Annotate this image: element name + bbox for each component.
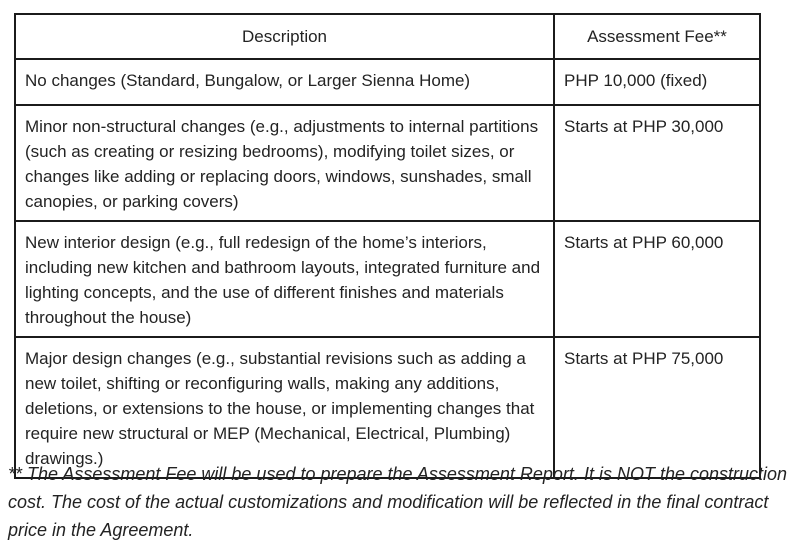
fee-cell: Starts at PHP 30,000 (554, 105, 760, 221)
table-row (15, 105, 760, 221)
fee-cell: Starts at PHP 60,000 (554, 221, 760, 337)
table-row (15, 59, 760, 105)
table-row (15, 337, 760, 478)
fee-cell: PHP 10,000 (fixed) (554, 59, 760, 105)
description-cell: New interior design (e.g., full redesign of the home’s interiors, including new kitchen and bathroom layouts, integrated furniture and lighting concepts, and the use of different finishes and materials throughout the house) (15, 221, 554, 337)
table-row (15, 221, 760, 337)
column-header-assessment-fee: Assessment Fee** (554, 14, 760, 59)
description-cell: No changes (Standard, Bungalow, or Larger Sienna Home) (15, 59, 554, 105)
assessment-fee-table (14, 13, 761, 479)
column-header-description: Description (15, 14, 554, 59)
description-cell: Minor non-structural changes (e.g., adjustments to internal partitions (such as creating or resizing bedrooms), modifying toilet sizes, or changes like adding or replacing doors, windows, sunshades, small canopies, or parking covers) (15, 105, 554, 221)
table-header-row (15, 14, 760, 59)
fee-cell: Starts at PHP 75,000 (554, 337, 760, 478)
assessment-fee-footnote: ** The Assessment Fee will be used to prepare the Assessment Report. It is NOT the construction cost. The cost of the actual customizations and modification will be reflected in the final contract price in the Agreement. (8, 464, 788, 540)
description-cell: Major design changes (e.g., substantial revisions such as adding a new toilet, shifting or reconfiguring walls, making any additions, deletions, or extensions to the house, or implementing changes that require new structural or MEP (Mechanical, Electrical, Plumbing) drawings.) (15, 337, 554, 478)
